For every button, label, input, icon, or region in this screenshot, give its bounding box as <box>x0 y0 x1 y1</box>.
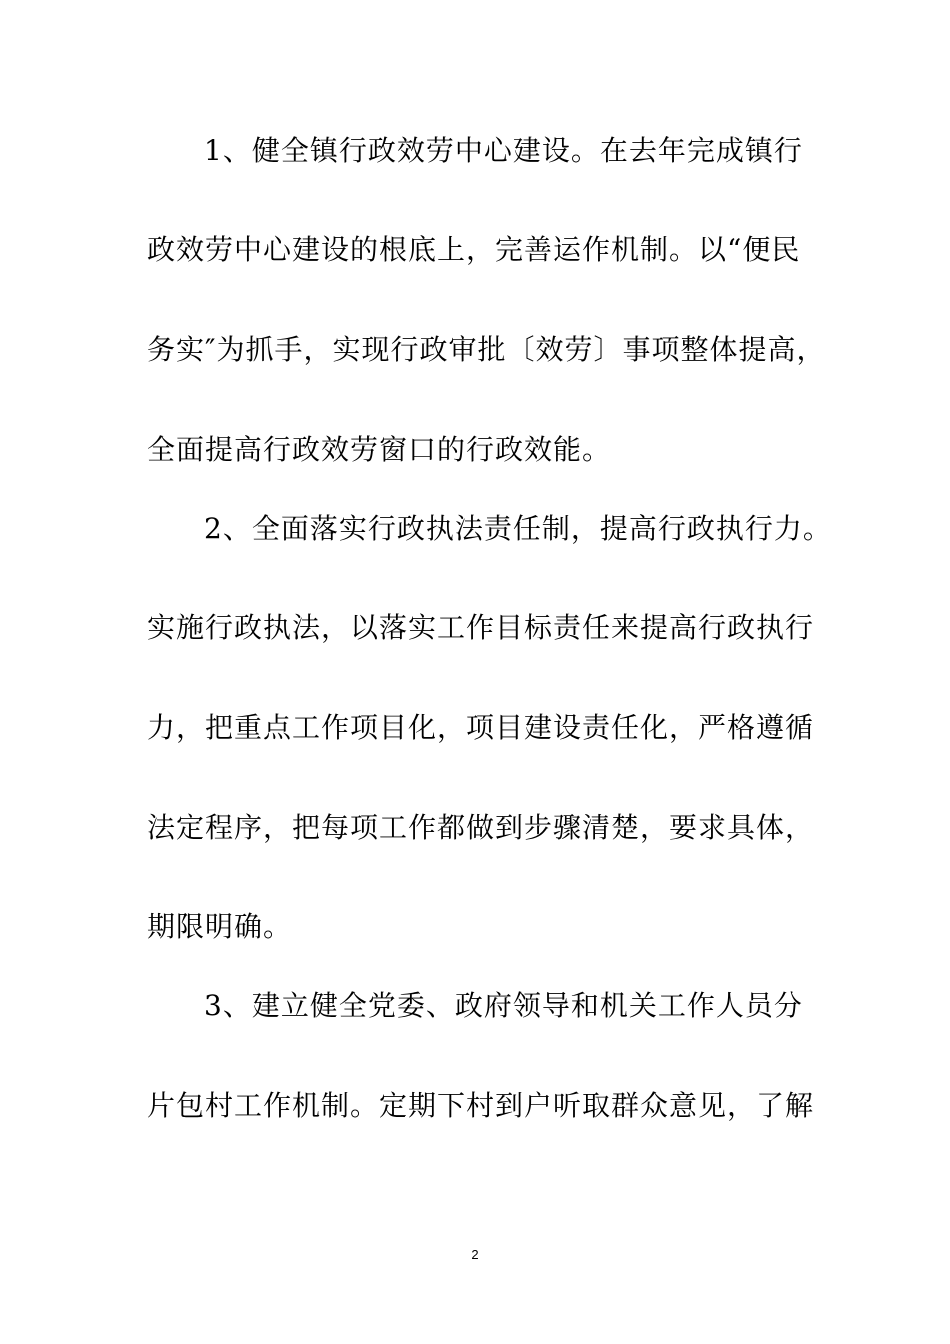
paragraph-2-line-4: 法定程序，把每项工作都做到步骤清楚，要求具体， <box>147 811 815 844</box>
page-number: 2 <box>471 1247 479 1262</box>
paragraph-2-line-1: 2、全面落实行政执法责任制，提高行政执行力。 <box>204 512 832 545</box>
paragraph-1-line-3: 务实″为抓手，实现行政审批〔效劳〕事项整体提高， <box>147 333 826 366</box>
paragraph-1-line-2: 政效劳中心建设的根底上，完善运作机制。以“便民 <box>147 233 801 266</box>
paragraph-1-line-1: 1、健全镇行政效劳中心建设。在去年完成镇行 <box>204 134 803 167</box>
paragraph-2-line-5: 期限明确。 <box>147 910 293 943</box>
paragraph-2-line-3: 力，把重点工作项目化，项目建设责任化，严格遵循 <box>147 711 815 744</box>
paragraph-3-line-2: 片包村工作机制。定期下村到户听取群众意见，了解 <box>147 1089 815 1122</box>
paragraph-3-line-1: 3、建立健全党委、政府领导和机关工作人员分 <box>204 989 803 1022</box>
paragraph-1-line-4: 全面提高行政效劳窗口的行政效能。 <box>147 433 612 466</box>
paragraph-2-line-2: 实施行政执法，以落实工作目标责任来提高行政执行 <box>147 611 815 644</box>
